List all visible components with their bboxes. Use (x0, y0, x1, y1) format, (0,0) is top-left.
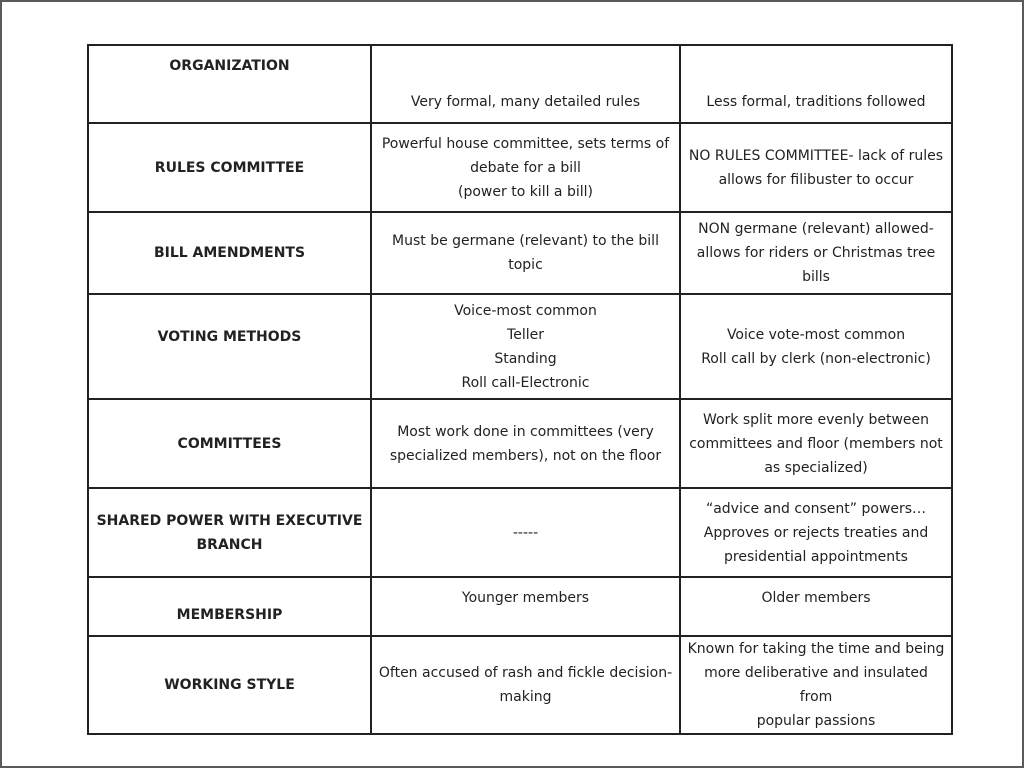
senate-text-line: allows for filibuster to occur (718, 171, 914, 188)
senate-text-line: more deliberative and insulated from (704, 665, 928, 705)
category-cell (88, 636, 371, 734)
table-row-membership (88, 577, 952, 636)
house-text-line: Often accused of rash and fickle decision- (378, 665, 673, 681)
category-cell (88, 45, 371, 123)
category-cell (88, 123, 371, 212)
category-cell (88, 399, 371, 488)
senate-text-line: Known for taking the time and being (687, 641, 945, 657)
senate-cell (680, 294, 952, 399)
senate-text-line: NO RULES COMMITTEE- lack of rules (688, 147, 944, 164)
house-cell (371, 294, 680, 399)
house-text-line: Teller (507, 326, 544, 343)
table-row-shared-power (88, 488, 952, 577)
house-text-line: Voice-most common (454, 302, 597, 319)
category-label-line: BRANCH (196, 536, 263, 553)
category-cell (88, 488, 371, 577)
category-cell (88, 577, 371, 636)
house-cell (371, 636, 680, 734)
senate-cell (680, 488, 952, 577)
house-text-line: Powerful house committee, sets terms of (381, 135, 670, 152)
house-text-line: specialized members), not on the floor (389, 447, 662, 464)
senate-text-line: Less formal, traditions followed (706, 94, 926, 110)
house-cell (371, 488, 680, 577)
senate-text-line: Older members (761, 590, 871, 606)
category-label: COMMITTEES (177, 435, 282, 452)
table-row-committees (88, 399, 952, 488)
senate-cell (680, 399, 952, 488)
house-cell (371, 123, 680, 212)
house-text-line: debate for a bill (470, 159, 581, 176)
house-cell (371, 45, 680, 123)
house-text-line: Must be germane (relevant) to the bill (392, 233, 659, 249)
house-text-line: Roll call-Electronic (461, 374, 590, 391)
house-text-line: topic (508, 257, 543, 273)
house-text-line: Very formal, many detailed rules (410, 94, 641, 110)
senate-text-line: NON germane (relevant) allowed- (698, 221, 934, 237)
category-label: BILL AMENDMENTS (153, 245, 306, 261)
senate-cell (680, 45, 952, 123)
category-label: WORKING STYLE (164, 677, 295, 693)
table-row-organization (88, 45, 952, 123)
category-label: VOTING METHODS (157, 329, 302, 345)
category-cell (88, 294, 371, 399)
senate-text-line: committees and floor (members not (689, 435, 943, 452)
category-label: MEMBERSHIP (176, 607, 283, 623)
senate-cell (680, 636, 952, 734)
house-cell (371, 577, 680, 636)
senate-text-line: “advice and consent” powers… (705, 500, 927, 517)
table-row-working-style (88, 636, 952, 734)
category-cell (88, 212, 371, 294)
house-text-line: Standing (494, 350, 557, 367)
house-text-line: ----- (512, 524, 539, 541)
house-cell (371, 399, 680, 488)
house-text-line: (power to kill a bill) (458, 183, 593, 200)
senate-text-line: Roll call by clerk (non-electronic) (701, 350, 931, 367)
senate-cell (680, 577, 952, 636)
house-text-line: Younger members (461, 590, 590, 606)
senate-text-line: allows for riders or Christmas tree (696, 245, 936, 261)
category-label-line: SHARED POWER WITH EXECUTIVE (96, 512, 363, 529)
table-row-voting-methods (88, 294, 952, 399)
category-label: ORGANIZATION (169, 58, 290, 74)
category-label: RULES COMMITTEE (154, 159, 305, 176)
senate-text-line: Work split more evenly between (702, 411, 930, 428)
table-row-rules-committee (88, 123, 952, 212)
comparison-table (87, 44, 953, 735)
senate-text-line: presidential appointments (724, 548, 908, 565)
senate-text-line: Approves or rejects treaties and (703, 524, 929, 541)
senate-text-line: as specialized) (764, 459, 868, 476)
senate-text-line: bills (802, 269, 830, 285)
senate-cell (680, 123, 952, 212)
senate-text-line: popular passions (756, 713, 876, 729)
house-text-line: Most work done in committees (very (397, 423, 654, 440)
senate-text-line: Voice vote-most common (726, 326, 906, 343)
house-text-line: making (499, 689, 552, 705)
house-cell (371, 212, 680, 294)
table-row-bill-amendments (88, 212, 952, 294)
senate-cell (680, 212, 952, 294)
